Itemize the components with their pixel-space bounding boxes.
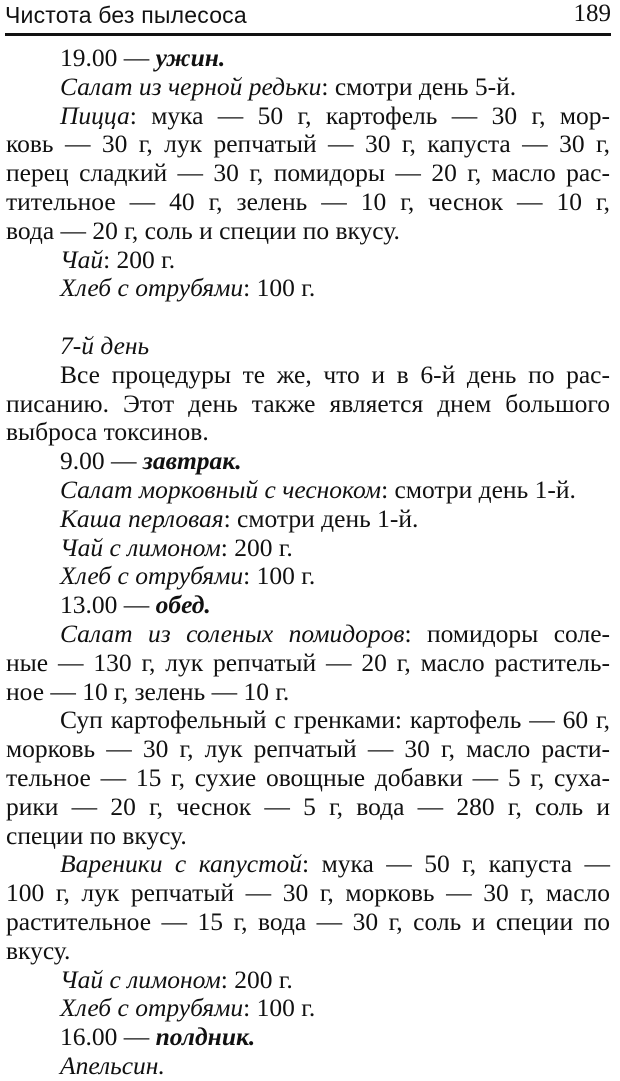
- dish-line: [6, 534, 610, 563]
- dish-text: : смотри день 5-й.: [321, 71, 517, 101]
- dish-name: Хлеб с отрубями: [60, 993, 244, 1023]
- dish-line: морковь — 30 г, лук репчатый — 30 г, масло расти-: [6, 734, 610, 764]
- dish-line: растительное — 15 г, вода — 30 г, соль и специи по: [6, 906, 610, 936]
- dish-line: Апельсин.: [60, 1050, 165, 1080]
- dish-line: 100 г, лук репчатый — 30 г, морковь — 30 г, масло: [6, 878, 610, 908]
- dish-name: Хлеб с отрубями: [60, 273, 244, 303]
- page-header: [5, 0, 611, 36]
- dish-line: ные — 130 г, лук репчатый — 20 г, масло раститель-: [6, 647, 610, 677]
- dish-line: вкусу.: [6, 935, 71, 965]
- dish-text: : смотри день 1-й.: [223, 503, 419, 533]
- dish-text: : мука — 50 г, картофель — 30 г, мор-: [129, 100, 610, 130]
- dish-text: : помидоры соле-: [404, 618, 610, 648]
- paragraph-line: Все процедуры те же, что и в 6-й день по рас-: [60, 359, 610, 389]
- header-rule: [5, 33, 611, 36]
- dish-line: [6, 966, 610, 995]
- meal-label: ужин.: [155, 43, 226, 72]
- meal-time-dinner: [6, 44, 610, 73]
- page-number: 189: [573, 0, 611, 27]
- dish-name: Чай с лимоном: [60, 964, 221, 994]
- blank-line: [6, 303, 610, 332]
- dish-line: [6, 994, 610, 1023]
- dish-line: вода — 20 г, соль и специи по вкусу.: [6, 215, 400, 245]
- dish-text: : 100 г.: [243, 561, 316, 591]
- dish-text: : 200 г.: [220, 964, 293, 994]
- paragraph-line: выброса токсинов.: [6, 417, 209, 447]
- dish-name: Чай с лимоном: [60, 532, 221, 562]
- dish-name: Салат морковный с чесноком: [60, 474, 382, 504]
- dish-text: : смотри день 1-й.: [381, 474, 576, 504]
- meal-label: обед.: [155, 590, 211, 620]
- dish-name: Чай: [60, 244, 104, 274]
- dish-line: [6, 246, 610, 275]
- meal-time: 9.00 —: [60, 446, 143, 476]
- meal-time: 13.00 —: [60, 590, 156, 620]
- meal-time: 16.00 —: [60, 1022, 156, 1052]
- dish-name: Салат из соленых помидоров: [60, 618, 405, 648]
- meal-label: завтрак.: [142, 446, 242, 476]
- dish-name: Салат из черной редьки: [60, 71, 322, 101]
- dish-line: ковь — 30 г, лук репчатый — 30 г, капуста — 30 г,: [6, 129, 610, 159]
- dish-line: [6, 620, 610, 649]
- dish-name: Вареники с капустой: [60, 849, 303, 879]
- dish-text: : 100 г.: [243, 993, 316, 1023]
- dish-line: [6, 476, 610, 505]
- dish-text: : 100 г.: [243, 273, 316, 303]
- dish-text: : 200 г.: [220, 532, 293, 562]
- dish-text: : 200 г.: [103, 244, 176, 274]
- dish-text: : мука — 50 г, капуста —: [302, 849, 610, 879]
- dish-line: ное — 10 г, зелень — 10 г.: [6, 676, 290, 706]
- dish-line: [6, 102, 610, 131]
- day-heading: 7-й день: [60, 330, 150, 360]
- dish-line: [6, 73, 610, 102]
- meal-time: 19.00 —: [60, 43, 156, 72]
- meal-time-lunch: [6, 591, 610, 620]
- dish-line: тельное — 15 г, сухие овощные добавки — 5 г, суха-: [6, 762, 610, 792]
- dish-line: [6, 850, 610, 879]
- dish-line: рики — 20 г, чеснок — 5 г, вода — 280 г, соль и: [6, 791, 610, 821]
- dish-line: специи по вкусу.: [6, 820, 187, 850]
- dish-line: Суп картофельный с гренками: картофель — 60 г,: [60, 705, 610, 735]
- dish-line: тительное — 40 г, зелень — 10 г, чеснок — 10 г,: [6, 186, 610, 216]
- meal-time-snack: [6, 1023, 610, 1052]
- meal-label: полдник.: [155, 1022, 256, 1052]
- dish-line: [6, 505, 610, 534]
- dish-name: Каша перловая: [60, 503, 224, 533]
- paragraph-line: писанию. Этот день также является днем большого: [6, 388, 610, 418]
- dish-line: [6, 562, 610, 591]
- dish-line: [6, 274, 610, 303]
- body-text: [6, 44, 610, 1081]
- dish-name: Хлеб с отрубями: [60, 561, 244, 591]
- dish-name: Пицца: [60, 100, 130, 130]
- dish-line: перец сладкий — 30 г, помидоры — 20 г, масло рас-: [6, 158, 610, 188]
- meal-time-breakfast: [6, 447, 610, 476]
- running-title: Чистота без пылесоса: [5, 2, 247, 28]
